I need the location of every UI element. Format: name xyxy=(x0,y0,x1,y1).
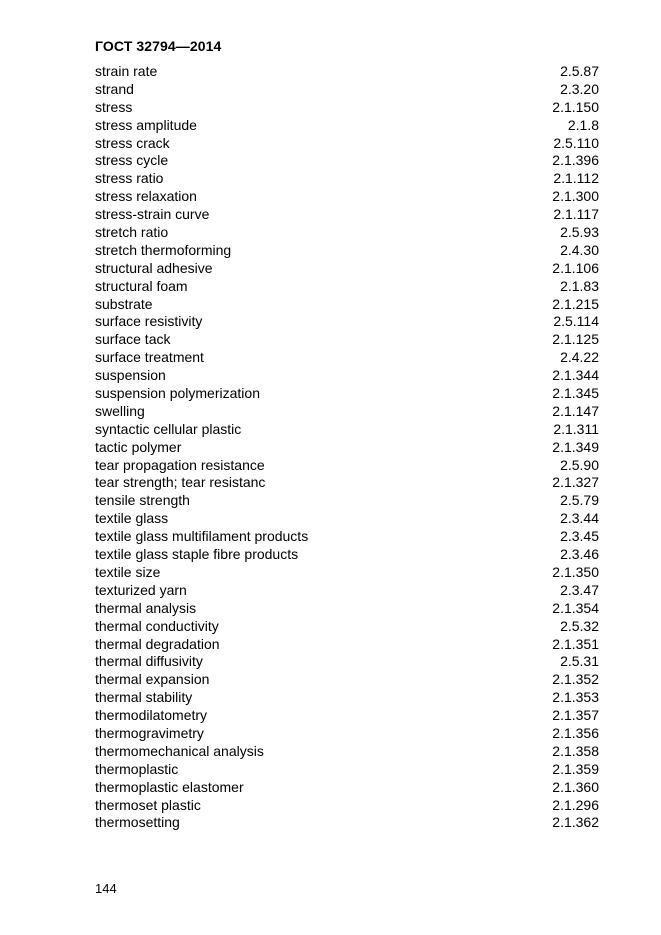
index-reference: 2.1.125 xyxy=(552,331,599,348)
index-reference: 2.1.327 xyxy=(552,474,599,491)
index-reference: 2.1.362 xyxy=(552,814,599,831)
index-term: suspension polymerization xyxy=(95,385,260,402)
index-term: thermal stability xyxy=(95,689,193,706)
index-reference: 2.5.79 xyxy=(560,492,599,509)
index-reference: 2.1.354 xyxy=(552,599,599,616)
index-reference: 2.1.351 xyxy=(552,635,599,652)
index-reference: 2.5.32 xyxy=(560,617,599,634)
index-entry xyxy=(95,743,599,761)
index-term: structural foam xyxy=(95,277,188,294)
index-reference: 2.3.47 xyxy=(560,581,599,598)
index-entry xyxy=(95,188,599,206)
index-term: strand xyxy=(95,80,134,97)
index-reference: 2.1.8 xyxy=(567,116,599,133)
index-reference: 2.5.114 xyxy=(553,313,599,330)
index-term: stress-strain curve xyxy=(95,206,210,223)
index-entry xyxy=(95,457,599,475)
index-reference: 2.3.45 xyxy=(560,528,599,545)
index-reference: 2.1.106 xyxy=(552,259,599,276)
index-reference: 2.1.147 xyxy=(552,402,599,419)
index-reference: 2.3.44 xyxy=(560,510,599,527)
index-term: thermal expansion xyxy=(95,671,210,688)
index-reference: 2.1.357 xyxy=(552,707,599,724)
index-entry xyxy=(95,81,599,99)
index-entry xyxy=(95,439,599,457)
index-entry xyxy=(95,761,599,779)
index-reference: 2.1.83 xyxy=(560,277,599,294)
index-entry xyxy=(95,600,599,618)
index-entry xyxy=(95,474,599,492)
index-entry xyxy=(95,403,599,421)
index-entry xyxy=(95,313,599,331)
index-entry xyxy=(95,564,599,582)
index-reference: 2.4.22 xyxy=(560,349,599,366)
index-term: thermoset plastic xyxy=(95,796,201,813)
index-term: tear propagation resistance xyxy=(95,456,265,473)
index-term: stress crack xyxy=(95,134,170,151)
index-term: suspension xyxy=(95,367,166,384)
index-term: textile glass multifilament products xyxy=(95,528,309,545)
index-term: surface treatment xyxy=(95,349,204,366)
index-reference: 2.1.356 xyxy=(552,724,599,741)
index-term: thermal diffusivity xyxy=(95,653,203,670)
index-entry-list xyxy=(95,63,599,832)
index-term: stress relaxation xyxy=(95,188,197,205)
index-term: thermoplastic xyxy=(95,760,179,777)
index-reference: 2.3.46 xyxy=(560,546,599,563)
index-entry xyxy=(95,278,599,296)
index-reference: 2.1.112 xyxy=(553,170,599,187)
index-term: textile size xyxy=(95,563,161,580)
index-reference: 2.1.117 xyxy=(553,206,599,223)
index-entry xyxy=(95,170,599,188)
index-entry xyxy=(95,367,599,385)
document-header: ГОСТ 32794—2014 xyxy=(95,38,222,54)
index-reference: 2.1.396 xyxy=(552,152,599,169)
index-term: stress amplitude xyxy=(95,116,197,133)
index-entry xyxy=(95,618,599,636)
index-entry xyxy=(95,63,599,81)
page-number: 144 xyxy=(95,881,117,896)
index-entry xyxy=(95,510,599,528)
index-reference: 2.1.215 xyxy=(552,295,599,312)
index-term: tactic polymer xyxy=(95,438,182,455)
index-term: stretch ratio xyxy=(95,224,169,241)
index-reference: 2.1.296 xyxy=(552,796,599,813)
index-entry xyxy=(95,814,599,832)
index-term: thermal conductivity xyxy=(95,617,219,634)
index-term: thermomechanical analysis xyxy=(95,742,264,759)
index-term: thermoplastic elastomer xyxy=(95,778,244,795)
index-term: tear strength; tear resistanc xyxy=(95,474,266,491)
index-entry xyxy=(95,224,599,242)
index-reference: 2.1.345 xyxy=(552,385,599,402)
index-reference: 2.1.349 xyxy=(552,438,599,455)
index-reference: 2.1.359 xyxy=(552,760,599,777)
index-entry xyxy=(95,421,599,439)
index-reference: 2.4.30 xyxy=(560,241,599,258)
index-entry xyxy=(95,528,599,546)
index-term: thermal analysis xyxy=(95,599,197,616)
index-reference: 2.5.110 xyxy=(553,134,599,151)
index-entry xyxy=(95,582,599,600)
index-entry xyxy=(95,349,599,367)
index-reference: 2.1.344 xyxy=(552,367,599,384)
index-reference: 2.5.90 xyxy=(560,456,599,473)
index-term: thermal degradation xyxy=(95,635,220,652)
index-term: surface tack xyxy=(95,331,171,348)
index-entry xyxy=(95,331,599,349)
index-reference: 2.1.352 xyxy=(552,671,599,688)
index-term: stretch thermoforming xyxy=(95,241,232,258)
index-entry xyxy=(95,135,599,153)
index-term: thermodilatometry xyxy=(95,707,208,724)
index-term: texturized yarn xyxy=(95,581,187,598)
index-entry xyxy=(95,242,599,260)
index-reference: 2.1.300 xyxy=(552,188,599,205)
index-entry xyxy=(95,260,599,278)
index-term: thermogravimetry xyxy=(95,724,204,741)
index-entry xyxy=(95,492,599,510)
index-term: strain rate xyxy=(95,63,158,79)
index-reference: 2.1.353 xyxy=(552,689,599,706)
index-entry xyxy=(95,152,599,170)
index-entry xyxy=(95,653,599,671)
index-reference: 2.1.358 xyxy=(552,742,599,759)
index-term: stress xyxy=(95,98,133,115)
index-reference: 2.1.360 xyxy=(552,778,599,795)
index-entry xyxy=(95,117,599,135)
index-term: structural adhesive xyxy=(95,259,213,276)
index-entry xyxy=(95,385,599,403)
index-term: thermosetting xyxy=(95,814,180,831)
index-term: stress cycle xyxy=(95,152,169,169)
index-entry xyxy=(95,689,599,707)
index-term: tensile strength xyxy=(95,492,190,509)
index-term: substrate xyxy=(95,295,153,312)
index-reference: 2.5.31 xyxy=(560,653,599,670)
index-entry xyxy=(95,707,599,725)
index-term: swelling xyxy=(95,402,145,419)
index-reference: 2.3.20 xyxy=(560,80,599,97)
index-entry xyxy=(95,206,599,224)
index-reference: 2.1.350 xyxy=(552,563,599,580)
index-term: surface resistivity xyxy=(95,313,203,330)
index-reference: 2.1.311 xyxy=(553,420,599,437)
index-entry xyxy=(95,546,599,564)
index-entry xyxy=(95,636,599,654)
index-entry xyxy=(95,296,599,314)
index-reference: 2.5.93 xyxy=(560,224,599,241)
index-entry xyxy=(95,779,599,797)
index-reference: 2.5.87 xyxy=(560,63,599,79)
index-term: syntactic cellular plastic xyxy=(95,420,242,437)
index-entry xyxy=(95,99,599,117)
index-entry xyxy=(95,797,599,815)
index-term: textile glass xyxy=(95,510,169,527)
index-entry xyxy=(95,725,599,743)
index-reference: 2.1.150 xyxy=(552,98,599,115)
index-term: stress ratio xyxy=(95,170,164,187)
index-entry xyxy=(95,671,599,689)
index-term: textile glass staple fibre products xyxy=(95,546,299,563)
